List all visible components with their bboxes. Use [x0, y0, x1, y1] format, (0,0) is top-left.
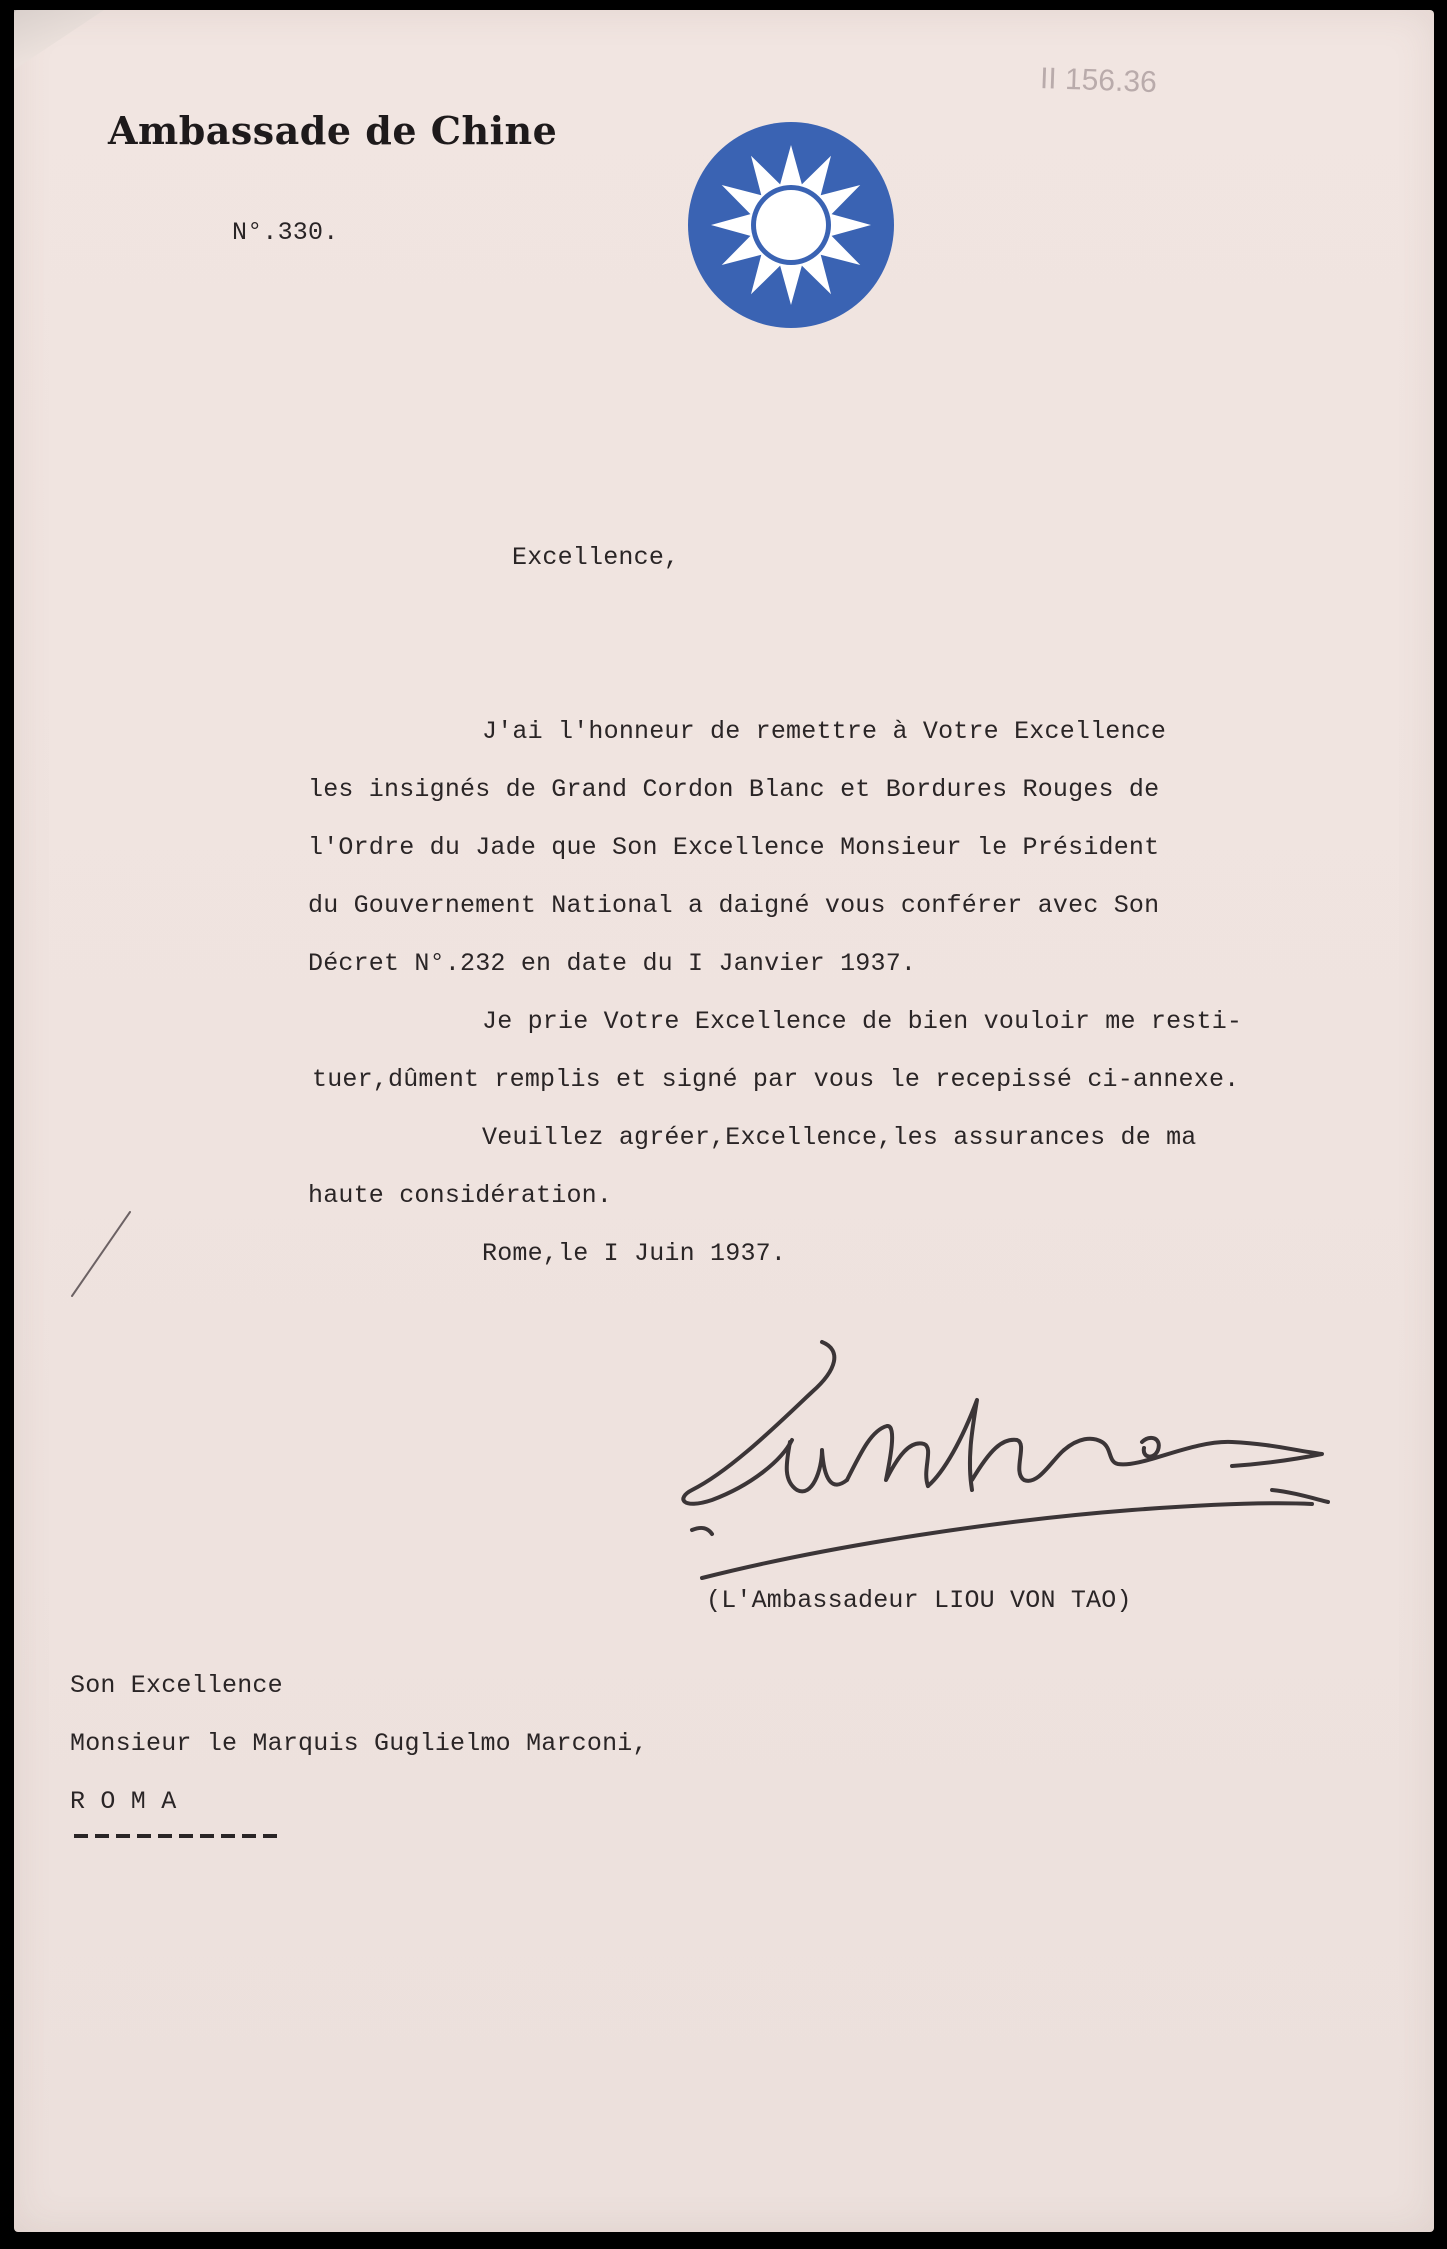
- recipient-line1: Son Excellence: [70, 1671, 283, 1700]
- recipient-city: R O M A: [70, 1787, 177, 1816]
- reference-number: N°.330.: [232, 218, 339, 247]
- salutation: Excellence,: [512, 543, 680, 572]
- body-p3-line2: haute considération.: [308, 1181, 613, 1210]
- recipient-line2: Monsieur le Marquis Guglielmo Marconi,: [70, 1729, 648, 1758]
- body-p3-line1: Veuillez agréer,Excellence,les assurances de ma: [482, 1123, 1197, 1152]
- body-p1-line5: Décret N°.232 en date du I Janvier 1937.: [308, 949, 917, 978]
- handwritten-signature: [672, 1330, 1362, 1590]
- letterhead-title: Ambassade de Chine: [108, 108, 558, 153]
- place-date: Rome,le I Juin 1937.: [482, 1239, 787, 1268]
- body-p1-line1: J'ai l'honneur de remettre à Votre Excellence: [482, 717, 1167, 746]
- signer-name: (L'Ambassadeur LIOU VON TAO): [706, 1586, 1132, 1615]
- body-p2-line2: tuer,dûment remplis et signé par vous le recepissé ci-annexe.: [312, 1065, 1240, 1094]
- sun-emblem-icon: [686, 120, 896, 330]
- archive-mark: II 156.36: [1039, 61, 1158, 100]
- body-p1-line4: du Gouvernement National a daigné vous conférer avec Son: [308, 891, 1160, 920]
- body-p1-line2: les insignés de Grand Cordon Blanc et Bordures Rouges de: [308, 775, 1160, 804]
- body-p2-line1: Je prie Votre Excellence de bien vouloir me resti-: [482, 1007, 1243, 1036]
- pencil-tick-mark: [60, 1200, 150, 1320]
- city-underline: [74, 1834, 282, 1838]
- letter-page: [14, 10, 1434, 2232]
- body-p1-line3: l'Ordre du Jade que Son Excellence Monsieur le Président: [308, 833, 1160, 862]
